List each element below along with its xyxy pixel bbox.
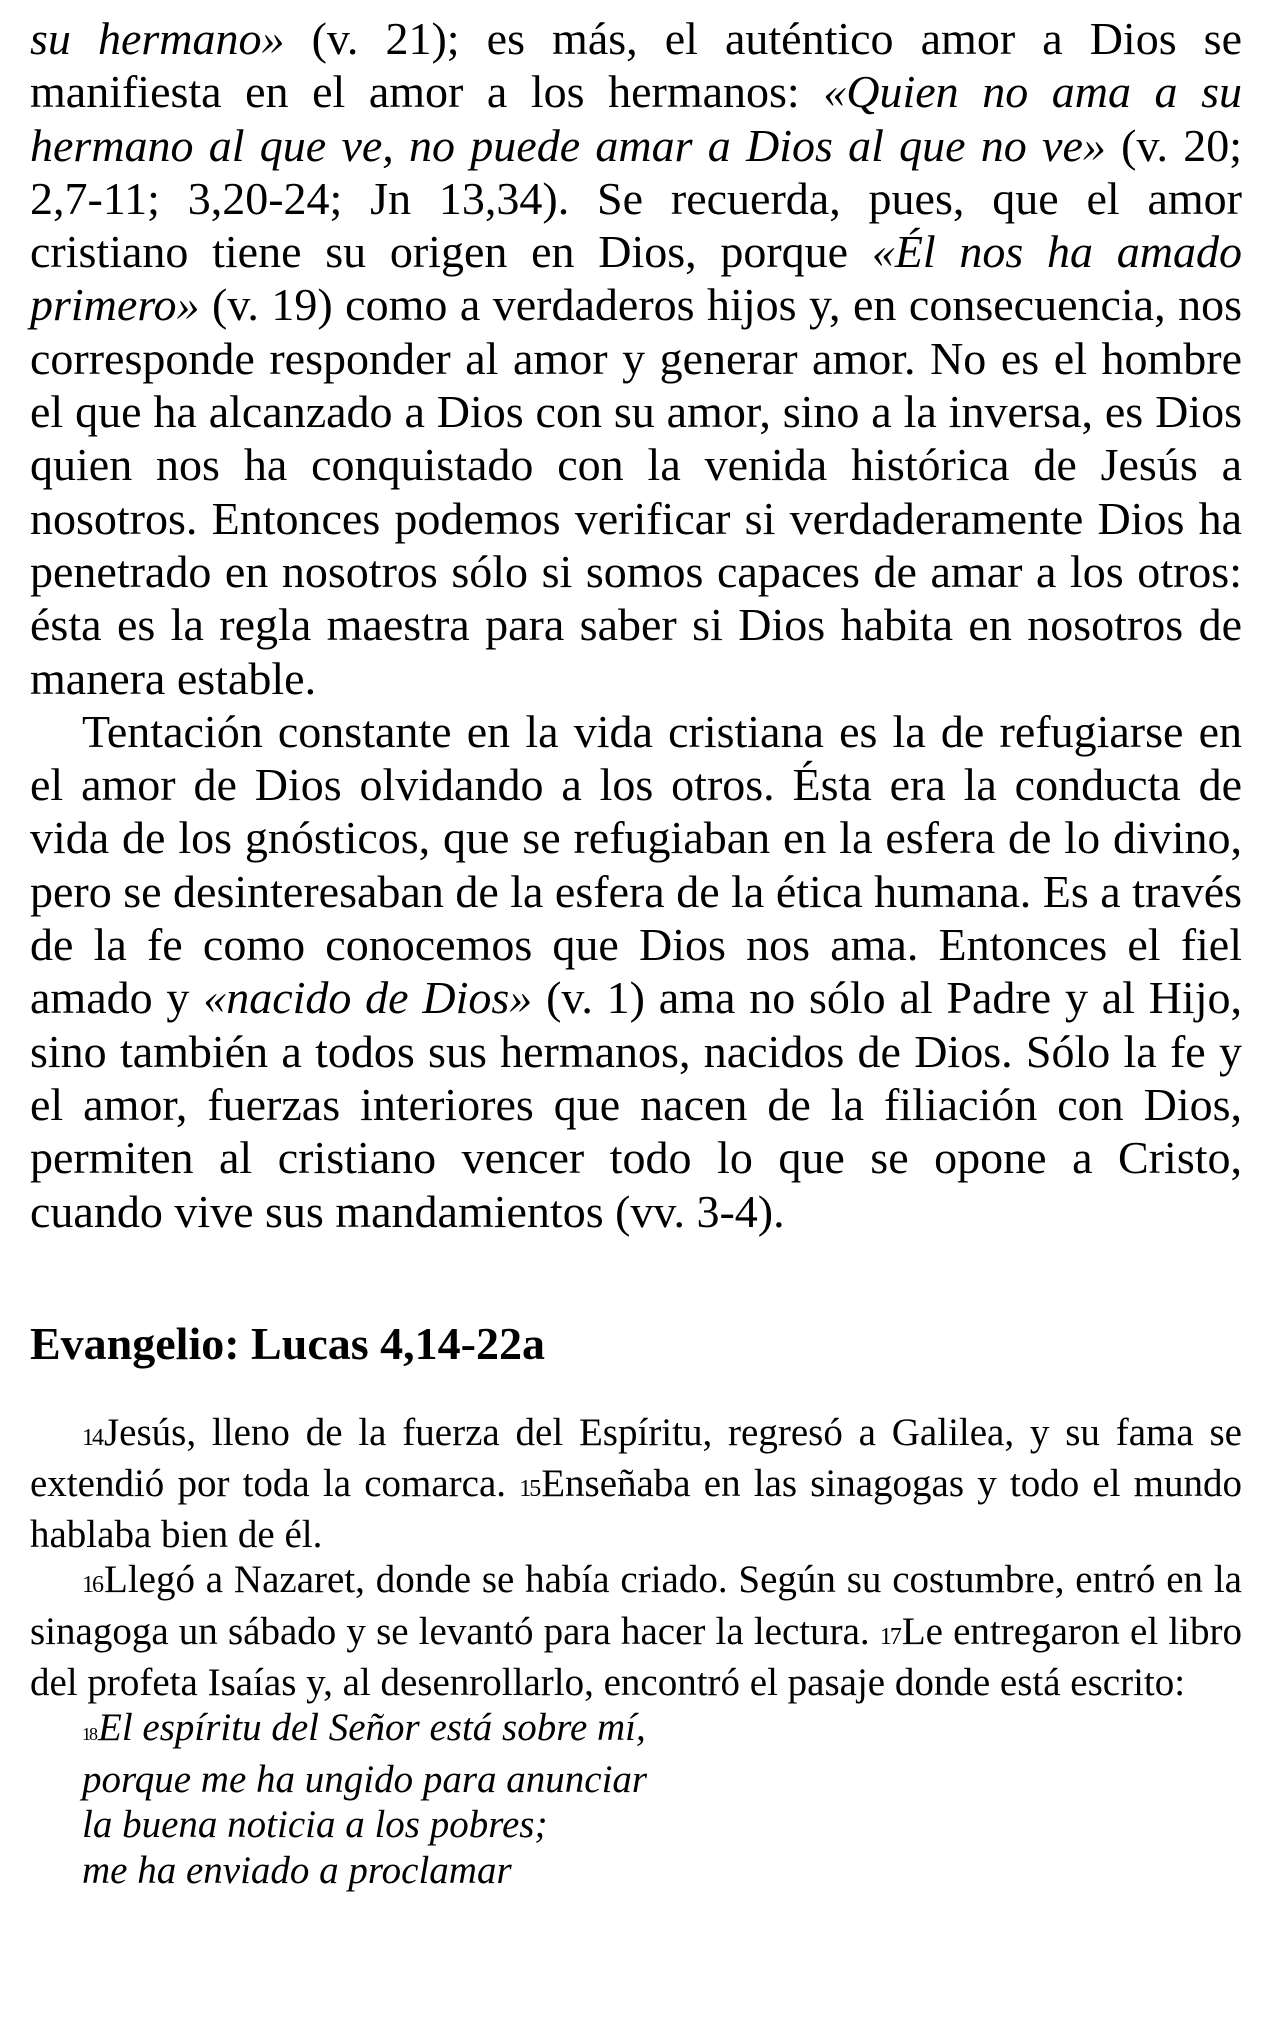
quotation-line-text: El espíritu del Señor está sobre mí, — [98, 1706, 646, 1750]
text-segment: (v. 21); es más, el auténtico amor a Dios se manifiesta en el amor a los hermanos: — [30, 13, 1242, 118]
quote-fragment: su hermano» — [30, 13, 285, 64]
page — [30, 12, 1242, 1893]
verse-text: Jesús, lleno de la fuerza del Espíritu, regresó a Galilea, y su fama se extendió por toda la comarca. — [30, 1410, 1242, 1506]
text-segment: (v. 1) ama no sólo al Padre y al Hijo, sino también a todos sus hermanos, nacidos de Dios. Sólo la fe y el amor, fuerzas interiores que nacen de la filiación con Dios, permiten al cristiano vencer todo lo que se opone a Cristo, cuando vive sus mandamientos (vv. 3-4). — [30, 972, 1242, 1237]
text-segment: (v. 20; 2,7-11; 3,20-24; Jn 13,34). Se recuerda, pues, que el amor cristiano tiene su origen en Dios, porque — [30, 119, 1242, 278]
verse-number: 16 — [82, 1572, 102, 1599]
scripture-quotation — [30, 1705, 1242, 1893]
gospel-paragraph-1 — [30, 1410, 1242, 1558]
commentary-paragraph-1 — [30, 12, 1242, 705]
quotation-line: la buena noticia a los pobres; — [82, 1803, 548, 1847]
verse-number: 17 — [879, 1623, 900, 1650]
verse-text: Enseñaba en las sinagogas y todo el mundo hablaba bien de él. — [30, 1462, 1242, 1557]
quotation-line — [82, 1705, 1242, 1757]
text-segment: (v. 19) como a verdaderos hijos y, en consecuencia, nos corresponde responder al amor y generar amor. No es el hombre el que ha alcanzado a Dios con su amor, sino a la inversa, es Dios quien nos ha conquistado con la venida histórica de Jesús a nosotros. Entonces podemos verificar si verdaderamente Dios ha penetrado en nosotros sólo si somos capaces de amar a los otros: ésta es la regla maestra para saber si Dios habita en nosotros de manera estable. — [30, 279, 1242, 704]
commentary-paragraph-2 — [30, 705, 1242, 1238]
verse-number: 14 — [82, 1424, 102, 1451]
verse-text: Llegó a Nazaret, donde se había criado. Según su costumbre, entró en la sinagoga un sábado y se levantó para hacer la lectura. — [30, 1558, 1242, 1653]
quote: «Quien no ama a su hermano al que ve, no puede amar a Dios al que no ve» — [30, 66, 1242, 171]
quote: «nacido de Dios» — [203, 972, 533, 1024]
gospel-paragraph-2 — [30, 1557, 1242, 1705]
verse-number: 15 — [519, 1476, 540, 1503]
text-segment: Tentación constante en la vida cristiana es la de refugiarse en el amor de Dios olvidando a los otros. Ésta era la conducta de vida de los gnósticos, que se refugiaban en la esfera de lo divino, pero se desinteresaban de la esfera de la ética humana. Es a través de la fe como conocemos que Dios nos ama. Entonces el fiel amado y — [30, 705, 1243, 1024]
quotation-line: me ha enviado a proclamar — [82, 1848, 512, 1892]
verse-number: 18 — [82, 1724, 96, 1745]
quote: «Él nos ha amado primero» — [30, 226, 1242, 331]
verse-text: Le entregaron el libro del profeta Isaías y, al desenrollarlo, encontró el pasaje donde está escrito: — [30, 1609, 1242, 1704]
section-heading: Evangelio: Lucas 4,14-22a — [30, 1317, 545, 1369]
quotation-line: porque me ha ungido para anunciar — [82, 1758, 648, 1802]
